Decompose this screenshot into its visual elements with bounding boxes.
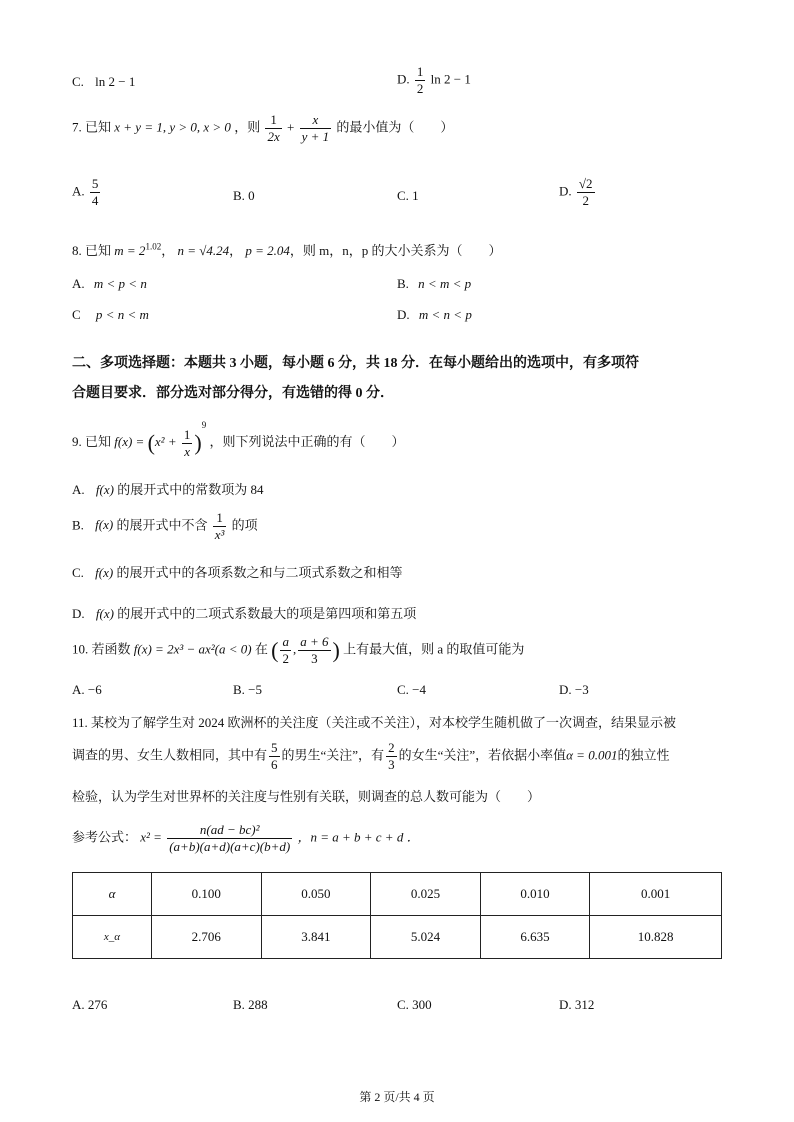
function: f(x) <box>95 565 114 580</box>
option-letter: D. <box>397 71 410 87</box>
n-definition: n = √4.24 <box>177 243 230 258</box>
option-text: n < m < p <box>418 276 472 291</box>
option-text: m < n < p <box>418 307 472 322</box>
option-text: 的展开式中的常数项为 84 <box>117 482 264 497</box>
q9-option-b <box>72 510 258 543</box>
numerator: x <box>300 112 332 129</box>
formula-label: 参考公式： <box>72 829 138 845</box>
stem-text: 8. 已知 <box>72 243 112 258</box>
q8-option-d <box>397 307 472 323</box>
denominator: 2 <box>282 651 289 666</box>
stem-text: 的最小值为（ ） <box>336 119 454 135</box>
option-letter: A. <box>72 183 85 199</box>
q11-line3: 检验，认为学生对世界杯的关注度与性别有关联，则调查的总人数可能为（ ） <box>72 789 541 804</box>
operator: + <box>286 119 295 135</box>
table-cell: 0.050 <box>261 873 371 916</box>
denominator: x³ <box>214 527 225 542</box>
q11-option-d: D. 312 <box>559 997 595 1012</box>
table-cell: 0.025 <box>371 873 481 916</box>
numerator: a + 6 <box>300 634 329 649</box>
q9-option-a <box>72 479 263 498</box>
option-letter: B. <box>72 517 84 533</box>
option-letter: C. <box>72 565 84 580</box>
fraction <box>90 176 101 209</box>
q7-stem <box>72 112 453 145</box>
table-cell: 10.828 <box>590 916 722 959</box>
numerator: 1 <box>213 510 227 527</box>
option-letter: A. <box>72 482 85 497</box>
numerator: 5 <box>271 740 278 755</box>
table-cell: 0.001 <box>590 873 722 916</box>
stem-text: 的男生“关注”，有 <box>281 747 385 763</box>
q11-option-c: C. 300 <box>397 997 432 1012</box>
option-letter: B. <box>397 276 409 291</box>
q7-option-d <box>559 176 597 209</box>
page-footer: 第 2 页/共 4 页 <box>359 1090 435 1104</box>
stem-text: 9. 已知 <box>72 434 112 449</box>
numerator: 2 <box>388 740 395 755</box>
fraction <box>265 112 281 145</box>
denominator: 3 <box>311 651 318 666</box>
exponent: 9 <box>201 420 207 430</box>
q6-option-c <box>72 74 135 90</box>
stem-text: ，则 m，n，p 的大小关系为（ ） <box>289 243 502 258</box>
denominator: y + 1 <box>301 129 330 144</box>
numerator: 1 <box>416 64 424 79</box>
q10-option-d: D. −3 <box>559 682 589 697</box>
fraction <box>298 634 330 667</box>
q6-option-d <box>397 64 471 97</box>
denominator: 2 <box>416 81 424 96</box>
q9-stem: 9. 已知 f(x) = (x² + $\frac{1}{x}$ )$^9$ ，则下列说法中正确的有（ ） <box>72 420 405 459</box>
q11-option-b: B. 288 <box>233 997 268 1012</box>
fraction <box>386 740 397 773</box>
table-cell: 3.841 <box>261 916 371 959</box>
option-letter: A. <box>72 276 85 291</box>
q9-option-c <box>72 562 402 581</box>
option-text: m < p < n <box>93 276 147 291</box>
denominator: 4 <box>91 193 99 208</box>
alpha-value: α = 0.001 <box>566 747 618 763</box>
numerator: n(ad − bc)² <box>167 822 292 839</box>
denominator: 2 <box>582 193 589 208</box>
table-row <box>73 873 722 916</box>
stem-text: 上有最大值，则 a 的取值可能为 <box>343 641 525 657</box>
option-text: 的项 <box>231 517 258 533</box>
option-text: ln 2 − 1 <box>430 71 471 87</box>
fraction <box>269 740 280 773</box>
critical-value-table <box>72 872 722 959</box>
fraction <box>280 634 291 667</box>
table-cell: 6.635 <box>480 916 590 959</box>
function: f(x) <box>95 517 114 533</box>
option-letter: C. <box>72 74 84 89</box>
chi-square: x² = <box>140 829 162 845</box>
stem-text: 的独立性 <box>617 747 670 763</box>
q7-option-b: B. 0 <box>233 188 255 203</box>
stem-text: 在 <box>254 641 268 657</box>
p-definition: p = 2.04 <box>245 243 290 258</box>
function: f(x) <box>95 482 114 497</box>
denominator: 6 <box>271 757 278 772</box>
q11-line2 <box>72 740 669 773</box>
stem-text: ，则 <box>234 119 261 135</box>
section-heading-line2: 合题目要求．部分选对部分得分，有选错的得 0 分． <box>72 386 394 401</box>
stem-text: 调查的男、女生人数相同，其中有 <box>72 747 268 763</box>
stem-text: 10. 若函数 <box>72 641 131 657</box>
table-cell: 0.010 <box>480 873 590 916</box>
q7-option-a <box>72 176 102 209</box>
option-text: 的展开式中不含 <box>116 517 208 533</box>
option-letter: D. <box>72 606 85 621</box>
denominator: 3 <box>388 757 395 772</box>
fraction <box>213 510 227 543</box>
stem-text: 7. 已知 <box>72 119 112 135</box>
function: f(x) <box>95 606 114 621</box>
numerator: 1 <box>265 112 281 129</box>
q8-option-c <box>72 307 149 323</box>
q7-option-c: C. 1 <box>397 188 419 203</box>
fraction <box>415 64 426 97</box>
numerator: 5 <box>91 176 99 191</box>
q10-option-a: A. −6 <box>72 682 102 697</box>
stem-text: 的女生“关注”，若依据小率值 <box>398 747 567 763</box>
condition: x + y = 1, y > 0, x > 0 <box>114 119 231 135</box>
q8-stem: 8. 已知 $m = 2^{1.02}$， n = √4.24， p = 2.04，则 m，n，p 的大小关系为（ ） <box>72 241 502 258</box>
fraction <box>300 112 332 145</box>
table-cell: x_α <box>73 916 152 959</box>
q11-option-a: A. 276 <box>72 997 108 1012</box>
q10-stem: 10. 若函数 f(x) = 2x³ − ax²(a < 0) 在 ( $\frac{a}{2}$ , $\frac{a + 6}{3}$ ) 上有最大值，则 a 的取值可能为 <box>72 634 525 666</box>
numerator: 1 <box>183 426 191 442</box>
m-definition: m = 2 <box>114 243 146 258</box>
q8-option-a <box>72 276 147 292</box>
exponent: 1.02 <box>145 241 162 252</box>
numerator: √2 <box>578 176 593 191</box>
denominator: 2x <box>267 129 280 144</box>
option-text: 的展开式中的各项系数之和与二项式系数之和相等 <box>116 565 403 580</box>
denominator: x <box>184 443 190 459</box>
fraction <box>167 822 292 855</box>
fraction <box>577 176 595 209</box>
table-cell: 5.024 <box>371 916 481 959</box>
fraction <box>182 427 193 460</box>
table-cell: 0.100 <box>152 873 262 916</box>
function: f(x) = <box>114 434 145 449</box>
table-row <box>73 916 722 959</box>
denominator: (a+b)(a+d)(a+c)(b+d) <box>169 839 291 854</box>
q11-line1: 11. 某校为了解学生对 2024 欧洲杯的关注度（关注或不关注），对本校学生随机做了一次调查，结果显示被 <box>72 715 677 730</box>
numerator: a <box>282 634 289 649</box>
stem-text: ，则下列说法中正确的有（ ） <box>209 434 405 449</box>
table-cell: α <box>73 873 152 916</box>
option-letter: C <box>72 307 81 322</box>
table-cell: 2.706 <box>152 916 262 959</box>
q10-option-c: C. −4 <box>397 682 427 697</box>
option-text: p < n < m <box>95 307 149 322</box>
option-text: ln 2 − 1 <box>95 74 136 89</box>
section-heading-line1: 二、多项选择题：本题共 3 小题，每小题 6 分，共 18 分．在每小题给出的选项中，有多项符 <box>72 356 639 371</box>
q11-formula <box>72 822 420 855</box>
function: f(x) = 2x³ − ax²(a < 0) <box>133 641 252 657</box>
q10-option-b: B. −5 <box>233 682 263 697</box>
option-letter: D. <box>397 307 410 322</box>
q8-option-b <box>397 276 471 292</box>
q9-option-d <box>72 603 416 622</box>
term: x² + <box>154 434 177 449</box>
option-letter: D. <box>559 183 572 199</box>
option-text: 的展开式中的二项式系数最大的项是第四项和第五项 <box>117 606 417 621</box>
n-sum: ，n = a + b + c + d ． <box>297 829 420 845</box>
